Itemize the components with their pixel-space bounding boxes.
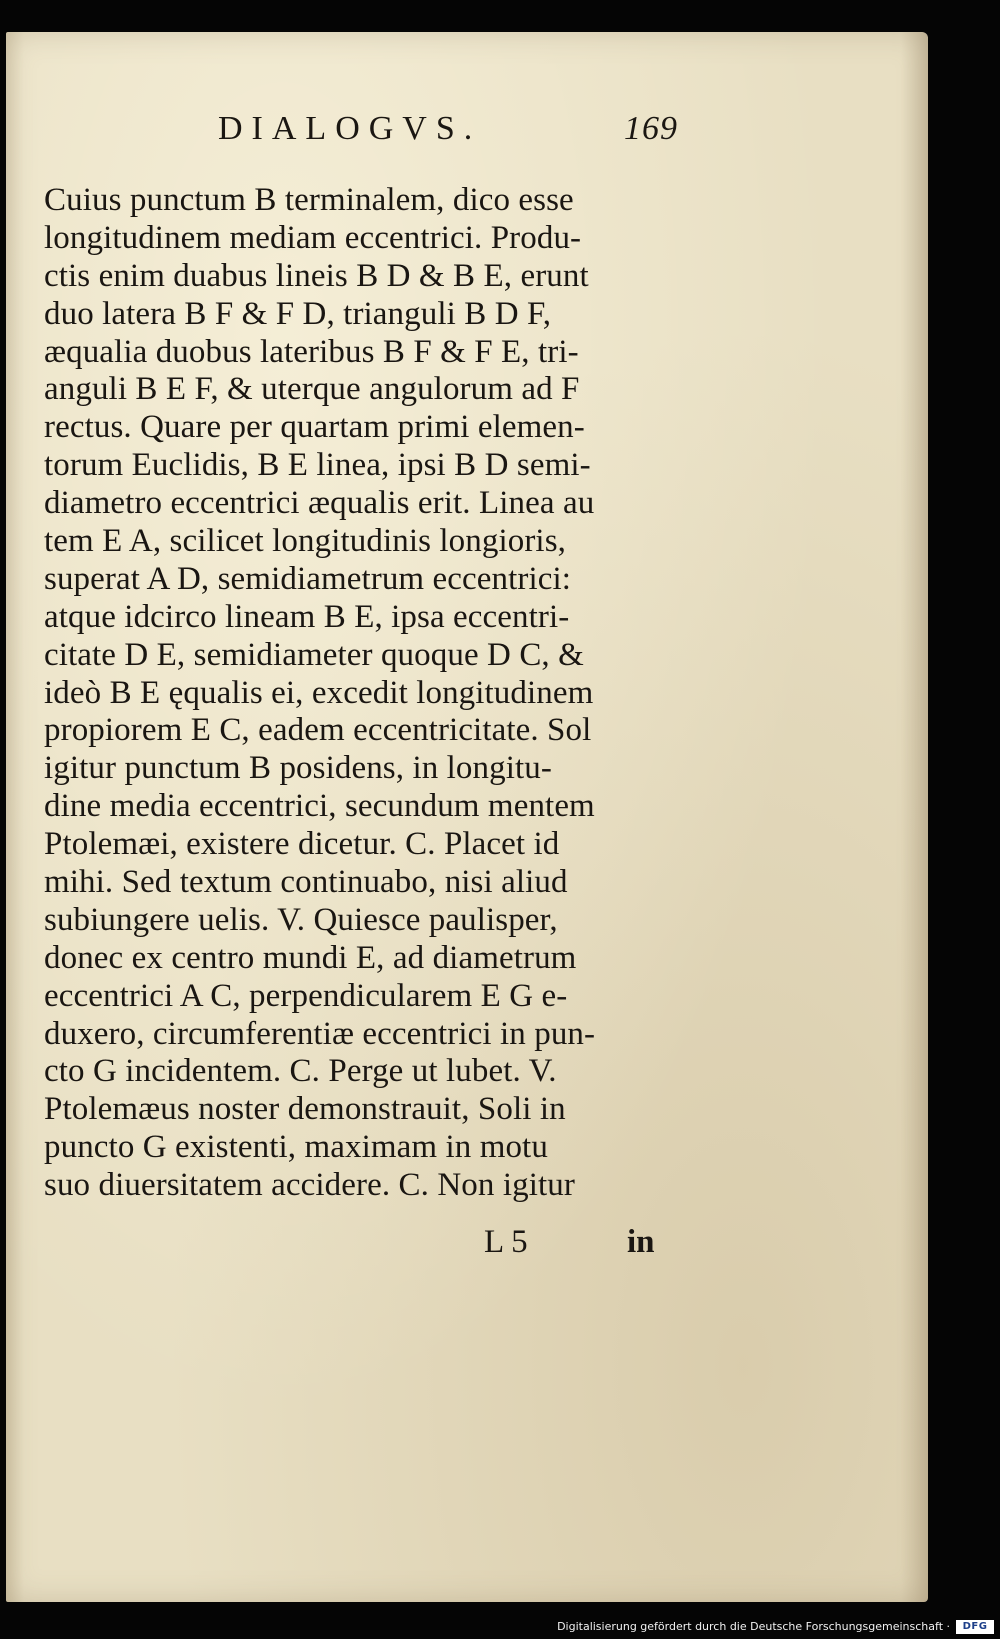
text-line: donec ex centro mundi E, ad diametrum — [44, 939, 577, 976]
text-line: cto G incidentem. C. Perge ut lubet. V. — [44, 1053, 557, 1090]
text-line: eccentrici A C, perpendicularem E G e- — [44, 977, 568, 1014]
text-line: duxero, circumferentiæ eccentrici in pun- — [44, 1015, 596, 1052]
text-line: tem E A, scilicet longitudinis longioris, — [44, 523, 566, 560]
text-line: citate D E, semidiameter quoque D C, & — [44, 636, 584, 673]
text-line: anguli B E F, & uterque angulorum ad F — [44, 371, 580, 408]
text-line: ctis enim duabus lineis B D & B E, erunt — [44, 257, 589, 294]
text-line: mihi. Sed textum continuabo, nisi aliud — [44, 864, 568, 901]
dfg-logo-icon: DFG — [956, 1620, 994, 1634]
book-page — [6, 32, 928, 1602]
text-line: igitur punctum B posidens, in longitu- — [44, 750, 552, 787]
text-line: diametro eccentrici æqualis erit. Linea au — [44, 485, 595, 522]
text-line: Cuius punctum B terminalem, dico esse — [44, 182, 574, 218]
text-line: torum Euclidis, B E linea, ipsi B D semi- — [44, 447, 591, 484]
text-line: superat A D, semidiametrum eccentrici: — [44, 560, 572, 597]
digitization-credit: Digitalisierung gefördert durch die Deutsche Forschungsgemeinschaft · — [557, 1620, 950, 1633]
catchword: in — [627, 1224, 655, 1260]
running-title: DIALOGVS. — [218, 110, 482, 147]
text-line: ideò B E ęqualis ei, excedit longitudinem — [44, 674, 594, 711]
text-line: subiungere uelis. V. Quiesce paulisper, — [44, 901, 558, 938]
text-line: rectus. Quare per quartam primi elemen- — [44, 409, 585, 446]
text-line: atque idcirco lineam B E, ipsa eccentri- — [44, 598, 570, 635]
text-line: propiorem E C, eadem eccentricitate. Sol — [44, 712, 592, 749]
body-text — [44, 182, 724, 1205]
text-line: longitudinem mediam eccentrici. Produ- — [44, 219, 582, 256]
text-line: duo latera B F & F D, trianguli B D F, — [44, 295, 552, 332]
text-line: puncto G existenti, maximam in motu — [44, 1129, 548, 1166]
text-line: Ptolemæus noster demonstrauit, Soli in — [44, 1091, 566, 1128]
page-number: 169 — [624, 110, 678, 147]
catchline — [484, 1224, 724, 1264]
signature-mark: L 5 — [484, 1224, 528, 1260]
text-line: suo diuersitatem accidere. C. Non igitur — [44, 1167, 575, 1204]
running-header — [206, 110, 726, 170]
digitization-footer — [0, 1613, 1000, 1639]
text-line: dine media eccentrici, secundum mentem — [44, 788, 595, 825]
text-line: æqualia duobus lateribus B F & F E, tri- — [44, 333, 579, 370]
text-line: Ptolemæi, existere dicetur. C. Placet id — [44, 826, 560, 863]
